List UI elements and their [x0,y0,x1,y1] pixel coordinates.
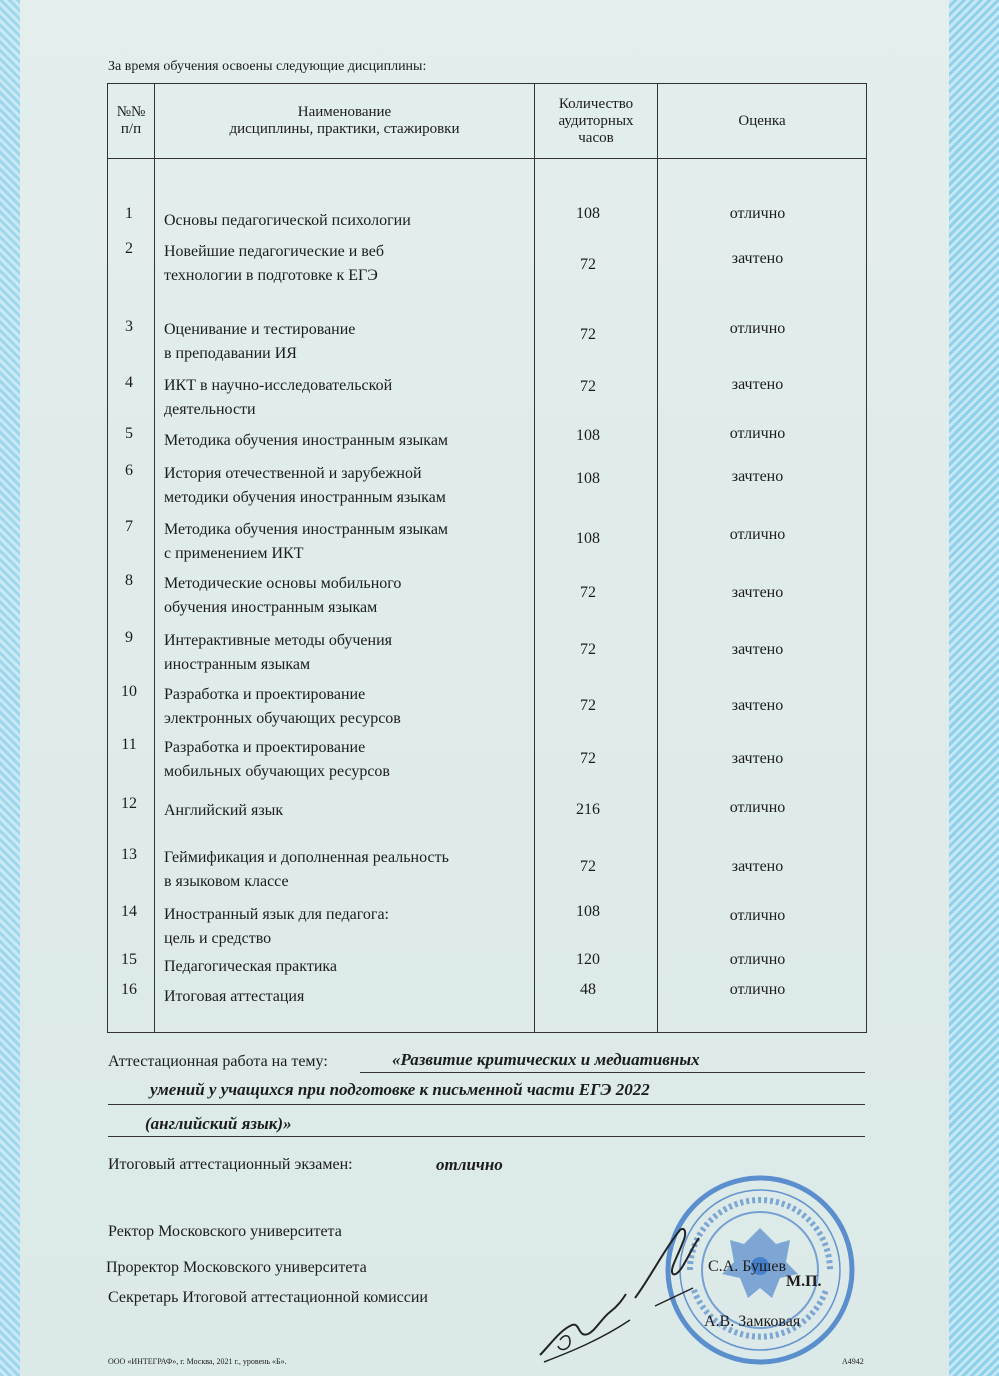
row-grade: отлично [729,951,786,968]
row-number: 13 [121,846,137,863]
discipline-name-line2: в преподавании ИЯ [164,345,297,362]
decorative-border-left [0,0,20,1376]
column-number [108,159,155,1033]
row-hours: 108 [576,427,600,444]
discipline-name-line1: Иностранный язык для педагога: [164,906,389,923]
discipline-name [164,374,529,422]
discipline-name [164,799,529,823]
discipline-name-line1: История отечественной и зарубежной [164,465,422,482]
discipline-name-line1: Интерактивные методы обучения [164,632,392,649]
header-hours-line2: аудиторных [558,112,634,129]
row-grade: зачтено [731,641,784,658]
attestation-topic-line3: (английский язык)» [145,1114,292,1133]
header-discipline-line2: дисциплины, практики, стажировки [229,121,460,137]
discipline-name-line2: иностранным языкам [164,656,311,673]
row-hours: 108 [576,470,600,487]
row-grade: зачтено [731,750,784,767]
header-grade: Оценка [658,84,867,159]
discipline-name-line2: технологии в подготовке к ЕГЭ [164,267,378,284]
discipline-name [164,209,529,233]
row-number: 9 [125,629,133,646]
row-number: 7 [125,518,133,535]
secretary-name: А.В. Замковая [704,1313,801,1330]
row-number: 12 [121,795,137,812]
discipline-name-line2: обучения иностранным языкам [164,599,378,616]
row-grade: отлично [729,205,786,222]
row-hours: 72 [580,326,596,343]
discipline-name-line1: Итоговая аттестация [164,988,305,1005]
discipline-name-line2: методики обучения иностранным языкам [164,489,446,506]
discipline-name-line2: цель и средство [164,930,272,947]
topic-underline-1 [360,1072,865,1073]
row-number: 10 [121,683,137,700]
discipline-name-line1: Разработка и проектирование [164,686,366,703]
row-hours: 108 [576,903,600,920]
row-number: 14 [121,903,137,920]
discipline-name-line2: деятельности [164,401,256,418]
discipline-name-line2: в языковом классе [164,873,289,890]
discipline-name [164,955,529,979]
header-discipline [155,84,535,159]
discipline-name [164,462,529,510]
attestation-topic-line2: умений у учащихся при подготовке к письменной части ЕГЭ 2022 [150,1080,650,1099]
row-hours: 72 [580,378,596,395]
row-grade: отлично [729,320,786,337]
row-hours: 72 [580,641,596,658]
row-number: 2 [125,240,133,257]
row-hours: 216 [576,801,600,818]
discipline-name [164,846,529,894]
row-grade: зачтено [731,250,784,267]
discipline-name-line1: Новейшие педагогические и веб [164,243,384,260]
row-grade: отлично [729,907,786,924]
discipline-name-line1: Педагогическая практика [164,958,338,975]
row-number: 15 [121,951,137,968]
row-number: 6 [125,462,133,479]
discipline-name-line1: Основы педагогической психологии [164,212,411,229]
row-hours: 72 [580,584,596,601]
secretary-title: Секретарь Итоговой аттестационной комиссии [108,1289,428,1306]
printer-footer: ООО «ИНТЕГРАФ», г. Москва, 2021 г., уровень «Б». [108,1357,287,1366]
row-grade: зачтено [731,858,784,875]
header-discipline-line1: Наименование [297,104,392,120]
discipline-name [164,572,529,620]
discipline-name-line1: Разработка и проектирование [164,739,366,756]
discipline-name-line2: мобильных обучающих ресурсов [164,763,390,780]
decorative-border-right [949,0,999,1376]
row-hours: 72 [580,697,596,714]
row-grade: отлично [729,799,786,816]
discipline-name-line1: Геймификация и дополненная реальность [164,849,449,866]
row-grade: зачтено [731,468,784,485]
discipline-name-line1: ИКТ в научно-исследовательской [164,377,393,394]
form-code: А4942 [842,1357,864,1366]
row-number: 11 [121,736,137,753]
exam-label: Итоговый аттестационный экзамен: [108,1156,353,1173]
discipline-name [164,629,529,677]
header-number: №№ п/п [108,84,155,159]
row-grade: зачтено [731,584,784,601]
header-hours-line3: часов [578,129,614,146]
rector-title: Ректор Московского университета [108,1223,342,1240]
discipline-name [164,240,529,288]
discipline-name [164,683,529,731]
row-grade: зачтено [731,376,784,393]
discipline-name-line1: Методика обучения иностранным языкам [164,521,449,538]
row-number: 8 [125,572,133,589]
discipline-name [164,736,529,784]
discipline-name-line1: Оценивание и тестирование [164,321,356,338]
row-hours: 72 [580,858,596,875]
discipline-name-line2: электронных обучающих ресурсов [164,710,401,727]
discipline-name-line2: с применением ИКТ [164,545,304,562]
row-number: 5 [125,425,133,442]
discipline-name [164,903,529,951]
row-grade: отлично [729,981,786,998]
row-number: 16 [121,981,137,998]
discipline-name-line1: Методические основы мобильного [164,575,402,592]
row-number: 1 [125,205,133,222]
row-hours: 72 [580,256,596,273]
row-hours: 108 [576,530,600,547]
row-hours: 72 [580,750,596,767]
row-number: 3 [125,318,133,335]
row-hours: 108 [576,205,600,222]
secretary-signature-icon [530,1290,640,1370]
discipline-name [164,985,529,1009]
attestation-topic-line1: «Развитие критических и медиативных [392,1050,700,1069]
rector-name: С.А. Бушев [708,1258,786,1275]
header-hours-line1: Количество [558,95,634,112]
prorector-title: Проректор Московского университета [106,1259,367,1276]
row-hours: 48 [580,981,596,998]
discipline-name [164,318,529,366]
discipline-name [164,429,529,453]
attestation-label: Аттестационная работа на тему: [108,1053,328,1070]
intro-text: За время обучения освоены следующие дисциплины: [108,59,427,74]
stamp-mark: М.П. [786,1273,822,1290]
discipline-name [164,518,529,566]
topic-underline-3 [108,1136,865,1137]
row-grade: отлично [729,526,786,543]
discipline-name-line1: Методика обучения иностранным языкам [164,432,449,449]
discipline-name-line1: Английский язык [164,802,284,819]
topic-underline-2 [108,1104,865,1105]
row-number: 4 [125,374,133,391]
row-grade: зачтено [731,697,784,714]
row-grade: отлично [729,425,786,442]
exam-grade: отлично [436,1155,503,1174]
header-hours [535,84,658,159]
row-hours: 120 [576,951,600,968]
